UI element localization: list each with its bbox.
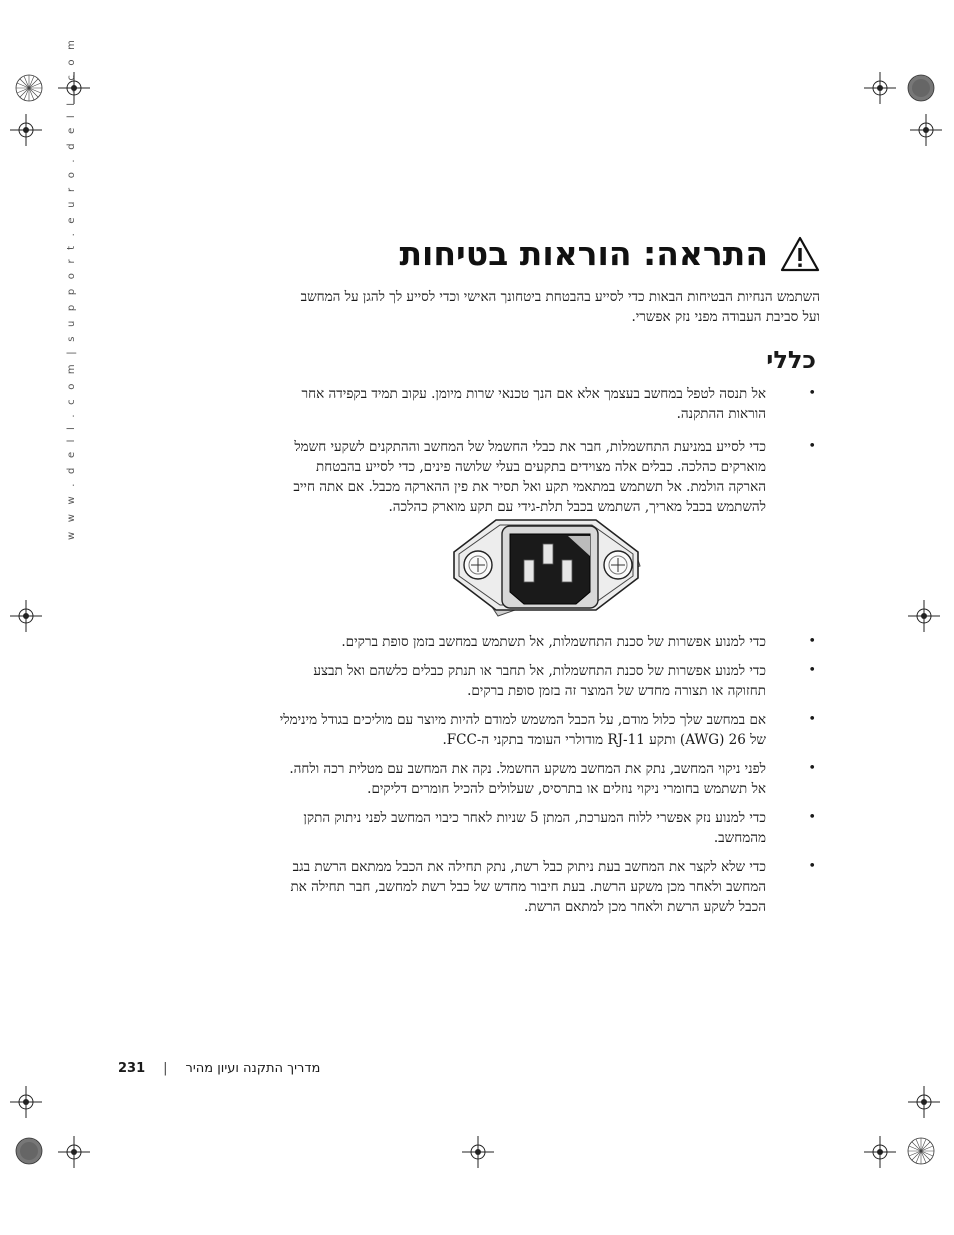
list-item (276, 857, 816, 917)
bullet-list-general (276, 384, 816, 530)
page-footer (118, 1061, 320, 1076)
crosshair-mark-9 (58, 1136, 90, 1168)
crosshair-mark-10 (462, 1136, 494, 1168)
list-item-text: כדי למנוע אפשרות של סכנת התחשמלות, אל תשתמש במחשב בזמן סופת ברקים. (341, 634, 766, 650)
registration-mark-top-right (906, 73, 936, 103)
side-url-text: w w w . d e l l . c o m | s u p p o r t . e u r o . d e l l . c o m (66, 36, 77, 540)
list-item (276, 661, 816, 701)
list-item-text: אם במחשב שלך כלול מודם, על הכבל המשמש למודם להיות מיוצר עם מוליכים בגודל מינימלי של 26 (AWG) ותקע RJ-11 מודולרי העומד בתקני ה-FCC. (279, 712, 766, 748)
list-item-text: כדי למנוע אפשרות של סכנת התחשמלות, אל תחבר או תנתק כבלים כלשהם ואל תבצע תחזוקה או תצורה מחדש של המוצר זה בזמן סופת ברקים. (313, 663, 766, 699)
registration-mark-top-left (14, 73, 44, 103)
list-item (276, 437, 816, 517)
bullet-dot: • (808, 634, 816, 649)
section-title: כללי (766, 346, 816, 374)
footer-guide-title: מדריך התקנה ועיון מהיר (185, 1061, 321, 1076)
page-number: 231 (118, 1061, 146, 1076)
list-item-text: אל תנסה לטפל במחשב בעצמך אלא אם הנך טכנאי שרות מיומן. עקוב תמיד בקפידה אחר הוראות ההתקנה. (301, 386, 766, 422)
bullet-list-safety (276, 632, 816, 926)
list-item (276, 384, 816, 424)
list-item-text: כדי למנוע נזק אפשרי ללוח המערכת, המתן 5 שניות לאחר כיבוי המחשב לפני ניתוק התקן מהמחשב. (303, 810, 766, 846)
bullet-dot: • (808, 761, 816, 776)
warning-triangle-icon (780, 236, 820, 272)
registration-mark-bottom-left (14, 1136, 44, 1166)
crosshair-mark-4 (910, 114, 942, 146)
bullet-dot: • (808, 810, 816, 825)
side-url (60, 36, 100, 540)
crosshair-mark-2 (864, 72, 896, 104)
grounded-power-connector-illustration (450, 518, 642, 622)
crosshair-mark-8 (908, 1086, 940, 1118)
title-row (399, 234, 820, 273)
intro-paragraph: השתמש הנחיות הבטיחות הבאות כדי לסייע בהבטחת ביטחונך האישי וכדי לסייע לך להגן על המחשב ועל סביבת העבודה מפני נזק אפשרי. (300, 289, 820, 325)
page-title: התראה: הוראות בטיחות (399, 234, 768, 273)
list-item-text: כדי לסייע במניעת התחשמלות, חבר את כבלי החשמל של המחשב וההתקנים לשקעי חשמל מוארקים כהלכה. כבלים אלה מצוידים בתקעים בעלי שלושה פינים, כדי לסייע בהבטחת הארקה הולמת. אל תשתמש במתאמי תקע ואל תסיר את פין ההארקה מכבל. אם אתה חייב להשתמש בכבל מאריך, השתמש בכבל תלת-גידי עם תקע מוארק כהלכה. (293, 439, 766, 515)
footer-separator: | (163, 1061, 168, 1076)
crosshair-mark-6 (908, 600, 940, 632)
list-item (276, 710, 816, 750)
list-item-text: לפני ניקוי המחשב, נתק את המחשב משקע החשמל. נקה את המחשב עם מטלית רכה ולחה. אל תשתמש בחומרי ניקוי נוזלים או בתרסיס, שעלולים להכיל חומרים דליקים. (289, 761, 766, 797)
crosshair-mark-3 (10, 114, 42, 146)
bullet-dot: • (808, 663, 816, 678)
list-item (276, 632, 816, 652)
list-item-text: כדי שלא לקצר את המחשב בעת ניתוק כבל רשת, נתק תחילה את הכבל ממתאם הרשת בגב המחשב ולאחר מכן משקע הרשת. בעת חיבור מחדש של כבל רשת למחשב, חבר תחילה את הכבל לשקע הרשת ולאחר מכן למתאם הרשת. (290, 859, 766, 915)
bullet-dot: • (808, 859, 816, 874)
crosshair-mark-7 (10, 1086, 42, 1118)
list-item (276, 759, 816, 799)
registration-mark-bottom-right (906, 1136, 936, 1166)
crosshair-mark-11 (864, 1136, 896, 1168)
crosshair-mark-5 (10, 600, 42, 632)
bullet-dot: • (808, 439, 816, 454)
list-item (276, 808, 816, 848)
bullet-dot: • (808, 386, 816, 401)
bullet-dot: • (808, 712, 816, 727)
